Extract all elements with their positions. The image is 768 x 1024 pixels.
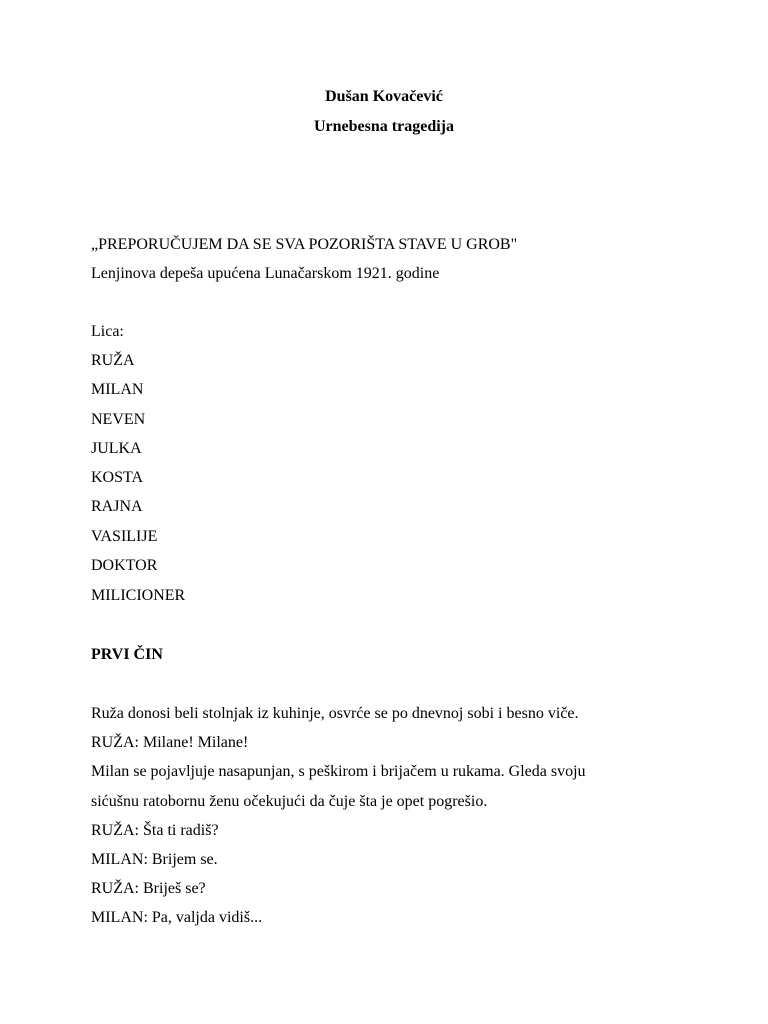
dialogue-line: RUŽA: Šta ti radiš? [91, 822, 219, 839]
cast-member: MILICIONER [91, 587, 186, 604]
act-heading: PRVI ČIN [91, 646, 163, 663]
stage-direction: Ruža donosi beli stolnjak iz kuhinje, osvrće se po dnevnoj sobi i besno viče. [91, 705, 579, 722]
epigraph-quote: „PREPORUČUJEM DA SE SVA POZORIŠTA STAVE U GROB" [91, 236, 518, 253]
dialogue-line: MILAN: Pa, valjda vidiš... [91, 909, 263, 926]
cast-member: NEVEN [91, 411, 146, 428]
cast-member: RAJNA [91, 498, 143, 515]
dialogue-line: RUŽA: Briješ se? [91, 880, 206, 897]
play-title: Urnebesna tragedija [314, 118, 454, 135]
cast-heading: Lica: [91, 323, 124, 340]
cast-member: VASILIJE [91, 528, 158, 545]
dialogue-line: MILAN: Brijem se. [91, 851, 218, 868]
stage-direction: sićušnu ratobornu ženu očekujući da čuje šta je opet pogrešio. [91, 793, 488, 810]
stage-direction: Milan se pojavljuje nasapunjan, s peškirom i brijačem u rukama. Gleda svoju [91, 763, 586, 780]
epigraph-source: Lenjinova depeša upućena Lunačarskom 1921. godine [91, 265, 440, 282]
cast-member: RUŽA [91, 352, 135, 369]
cast-member: JULKA [91, 440, 142, 457]
cast-member: MILAN [91, 381, 144, 398]
dialogue-line: RUŽA: Milane! Milane! [91, 734, 249, 751]
author-name: Dušan Kovačević [325, 88, 443, 105]
cast-member: DOKTOR [91, 557, 158, 574]
cast-member: KOSTA [91, 469, 144, 486]
